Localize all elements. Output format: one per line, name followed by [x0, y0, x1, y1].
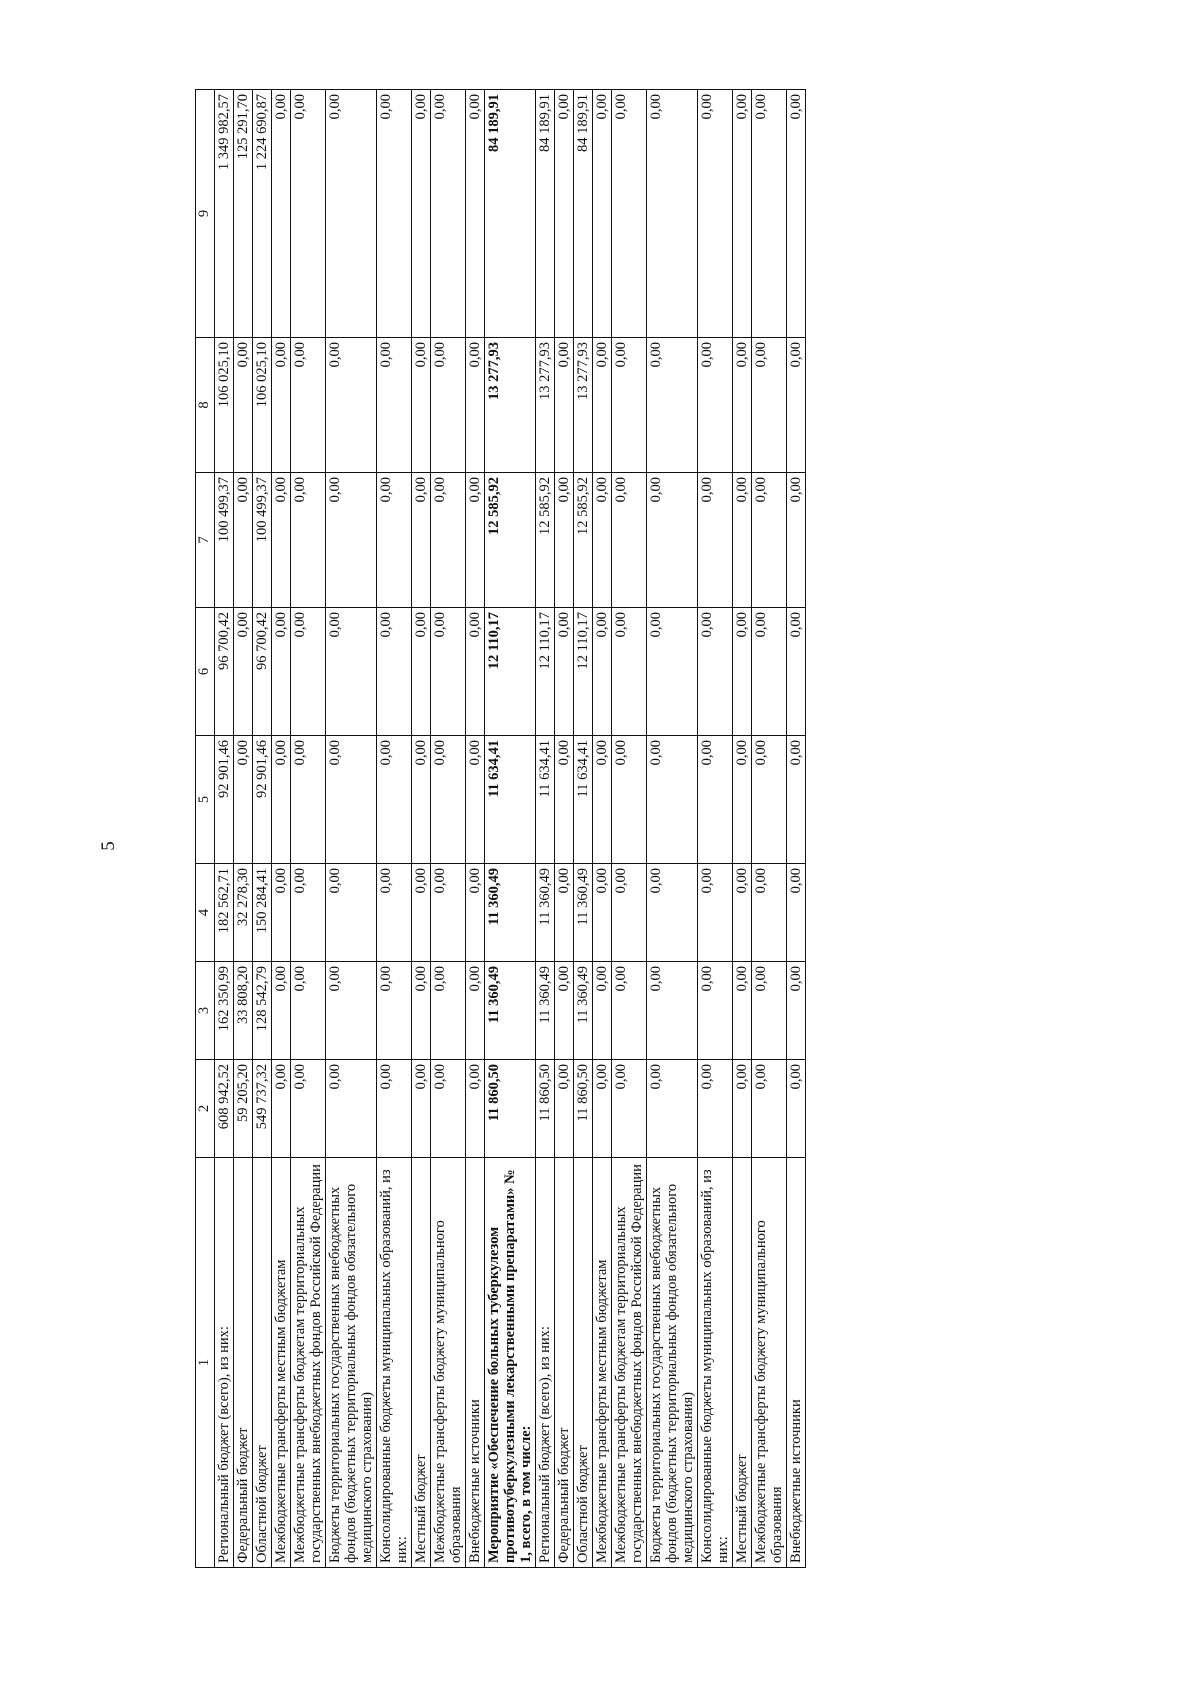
table-row	[234, 90, 253, 1568]
value-cell: 0,00	[326, 90, 377, 338]
value-cell: 0,00	[431, 864, 466, 962]
value-cell: 0,00	[612, 962, 647, 1060]
value-cell: 0,00	[377, 90, 412, 338]
value-cell: 0,00	[593, 473, 612, 608]
table-row	[787, 90, 806, 1568]
value-cell: 0,00	[234, 736, 253, 864]
value-cell: 0,00	[431, 962, 466, 1060]
value-cell: 0,00	[733, 864, 752, 962]
value-cell: 1 349 982,57	[215, 90, 234, 338]
value-cell: 0,00	[698, 1060, 733, 1158]
value-cell: 0,00	[326, 338, 377, 473]
value-cell: 0,00	[555, 736, 574, 864]
value-cell: 12 585,92	[536, 473, 555, 608]
value-cell: 106 025,10	[253, 338, 272, 473]
value-cell: 0,00	[787, 338, 806, 473]
value-cell: 0,00	[377, 608, 412, 736]
table-row	[733, 90, 752, 1568]
value-cell: 0,00	[412, 608, 431, 736]
value-cell: 0,00	[593, 1060, 612, 1158]
value-cell: 0,00	[555, 864, 574, 962]
column-header: 4	[196, 864, 215, 962]
column-header: 3	[196, 962, 215, 1060]
row-name-cell: Консолидированные бюджеты муниципальных образований, из них:	[698, 1158, 733, 1568]
value-cell: 0,00	[466, 473, 485, 608]
row-name-cell: Местный бюджет	[733, 1158, 752, 1568]
value-cell: 0,00	[555, 1060, 574, 1158]
row-name-cell: Межбюджетные трансферты бюджету муниципального образования	[431, 1158, 466, 1568]
column-header: 1	[196, 1158, 215, 1568]
value-cell: 0,00	[272, 90, 291, 338]
value-cell: 0,00	[466, 736, 485, 864]
value-cell: 0,00	[733, 338, 752, 473]
value-cell: 182 562,71	[215, 864, 234, 962]
value-cell: 0,00	[377, 473, 412, 608]
table-row	[574, 90, 593, 1568]
value-cell: 11 634,41	[574, 736, 593, 864]
table-row	[412, 90, 431, 1568]
value-cell: 106 025,10	[215, 338, 234, 473]
value-cell: 0,00	[593, 864, 612, 962]
value-cell: 0,00	[698, 736, 733, 864]
value-cell: 0,00	[555, 962, 574, 1060]
value-cell: 0,00	[787, 736, 806, 864]
value-cell: 84 189,91	[485, 90, 536, 338]
value-cell: 0,00	[326, 608, 377, 736]
value-cell: 13 277,93	[574, 338, 593, 473]
value-cell: 150 284,41	[253, 864, 272, 962]
table-row	[326, 90, 377, 1568]
value-cell: 0,00	[466, 608, 485, 736]
row-name-cell: Региональный бюджет (всего), из них:	[215, 1158, 234, 1568]
row-name-cell: Межбюджетные трансферты местным бюджетам	[272, 1158, 291, 1568]
value-cell: 0,00	[612, 338, 647, 473]
value-cell: 11 360,49	[574, 962, 593, 1060]
value-cell: 0,00	[593, 736, 612, 864]
value-cell: 0,00	[733, 736, 752, 864]
value-cell: 0,00	[291, 338, 326, 473]
value-cell: 0,00	[698, 338, 733, 473]
value-cell: 0,00	[272, 473, 291, 608]
row-name-cell: Областной бюджет	[253, 1158, 272, 1568]
value-cell: 0,00	[431, 736, 466, 864]
value-cell: 125 291,70	[234, 90, 253, 338]
value-cell: 0,00	[555, 90, 574, 338]
row-name-cell: Региональный бюджет (всего), из них:	[536, 1158, 555, 1568]
table-row	[291, 90, 326, 1568]
value-cell: 0,00	[787, 608, 806, 736]
column-header: 9	[196, 90, 215, 338]
value-cell: 128 542,79	[253, 962, 272, 1060]
value-cell: 0,00	[377, 962, 412, 1060]
value-cell: 0,00	[752, 473, 787, 608]
value-cell: 0,00	[698, 864, 733, 962]
value-cell: 11 360,49	[485, 962, 536, 1060]
value-cell: 11 360,49	[485, 864, 536, 962]
row-name-cell: Межбюджетные трансферты местным бюджетам	[593, 1158, 612, 1568]
value-cell: 0,00	[787, 962, 806, 1060]
value-cell: 0,00	[752, 864, 787, 962]
value-cell: 84 189,91	[574, 90, 593, 338]
value-cell: 96 700,42	[215, 608, 234, 736]
value-cell: 0,00	[593, 962, 612, 1060]
value-cell: 0,00	[698, 962, 733, 1060]
value-cell: 11 634,41	[536, 736, 555, 864]
table-row	[698, 90, 733, 1568]
row-name-cell: Областной бюджет	[574, 1158, 593, 1568]
value-cell: 0,00	[412, 864, 431, 962]
value-cell: 0,00	[377, 864, 412, 962]
row-name-cell: Межбюджетные трансферты бюджету муниципального образования	[752, 1158, 787, 1568]
value-cell: 0,00	[787, 473, 806, 608]
value-cell: 0,00	[787, 90, 806, 338]
table-row-event	[485, 90, 536, 1568]
value-cell: 0,00	[234, 338, 253, 473]
value-cell: 0,00	[326, 1060, 377, 1158]
table-row	[431, 90, 466, 1568]
value-cell: 0,00	[291, 962, 326, 1060]
value-cell: 11 860,50	[485, 1060, 536, 1158]
value-cell: 0,00	[593, 90, 612, 338]
table-row	[593, 90, 612, 1568]
value-cell: 0,00	[412, 473, 431, 608]
value-cell: 0,00	[412, 1060, 431, 1158]
value-cell: 0,00	[291, 608, 326, 736]
value-cell: 0,00	[466, 1060, 485, 1158]
value-cell: 11 860,50	[536, 1060, 555, 1158]
row-name-cell: Межбюджетные трансферты бюджетам территориальных государственных внебюджетных фондов Российской Федерации	[612, 1158, 647, 1568]
value-cell: 100 499,37	[253, 473, 272, 608]
value-cell: 0,00	[752, 338, 787, 473]
value-cell: 0,00	[326, 473, 377, 608]
value-cell: 0,00	[291, 1060, 326, 1158]
value-cell: 92 901,46	[215, 736, 234, 864]
value-cell: 0,00	[377, 338, 412, 473]
value-cell: 0,00	[612, 473, 647, 608]
value-cell: 11 860,50	[574, 1060, 593, 1158]
value-cell: 0,00	[647, 90, 698, 338]
value-cell: 0,00	[555, 473, 574, 608]
value-cell: 0,00	[555, 338, 574, 473]
row-name-cell: Федеральный бюджет	[234, 1158, 253, 1568]
row-name-cell: Внебюджетные источники	[787, 1158, 806, 1568]
value-cell: 0,00	[698, 608, 733, 736]
value-cell: 0,00	[647, 962, 698, 1060]
value-cell: 0,00	[787, 864, 806, 962]
value-cell: 0,00	[272, 736, 291, 864]
value-cell: 0,00	[466, 962, 485, 1060]
value-cell: 0,00	[412, 90, 431, 338]
value-cell: 0,00	[647, 608, 698, 736]
value-cell: 0,00	[647, 473, 698, 608]
value-cell: 0,00	[377, 1060, 412, 1158]
row-name-cell: Бюджеты территориальных государственных внебюджетных фондов (бюджетных территориальных фондов обязательного медицинского страхования)	[326, 1158, 377, 1568]
value-cell: 0,00	[272, 962, 291, 1060]
rotated-table-container	[195, 90, 1080, 1568]
value-cell: 608 942,52	[215, 1060, 234, 1158]
value-cell: 0,00	[431, 338, 466, 473]
value-cell: 0,00	[647, 864, 698, 962]
table-row	[536, 90, 555, 1568]
value-cell: 0,00	[733, 608, 752, 736]
value-cell: 0,00	[412, 962, 431, 1060]
value-cell: 0,00	[593, 338, 612, 473]
value-cell: 0,00	[412, 736, 431, 864]
column-header: 7	[196, 473, 215, 608]
value-cell: 0,00	[752, 608, 787, 736]
value-cell: 0,00	[291, 473, 326, 608]
value-cell: 92 901,46	[253, 736, 272, 864]
value-cell: 0,00	[377, 736, 412, 864]
value-cell: 0,00	[787, 1060, 806, 1158]
row-name-cell: Межбюджетные трансферты бюджетам территориальных государственных внебюджетных фондов Российской Федерации	[291, 1158, 326, 1568]
value-cell: 0,00	[733, 473, 752, 608]
page-number: 5	[98, 841, 119, 851]
value-cell: 0,00	[234, 608, 253, 736]
value-cell: 0,00	[612, 736, 647, 864]
value-cell: 11 360,49	[574, 864, 593, 962]
value-cell: 0,00	[291, 864, 326, 962]
value-cell: 1 224 690,87	[253, 90, 272, 338]
value-cell: 11 360,49	[536, 962, 555, 1060]
header-row	[196, 90, 215, 1568]
value-cell: 0,00	[272, 1060, 291, 1158]
value-cell: 0,00	[272, 608, 291, 736]
value-cell: 100 499,37	[215, 473, 234, 608]
column-header: 2	[196, 1060, 215, 1158]
value-cell: 33 808,20	[234, 962, 253, 1060]
value-cell: 162 350,99	[215, 962, 234, 1060]
value-cell: 84 189,91	[536, 90, 555, 338]
value-cell: 0,00	[234, 473, 253, 608]
table-row	[215, 90, 234, 1568]
value-cell: 0,00	[466, 90, 485, 338]
column-header: 6	[196, 608, 215, 736]
value-cell: 0,00	[733, 90, 752, 338]
row-name-cell: Федеральный бюджет	[555, 1158, 574, 1568]
value-cell: 0,00	[647, 338, 698, 473]
value-cell: 0,00	[612, 864, 647, 962]
value-cell: 0,00	[466, 864, 485, 962]
table-row	[647, 90, 698, 1568]
value-cell: 11 360,49	[536, 864, 555, 962]
column-header: 5	[196, 736, 215, 864]
value-cell: 96 700,42	[253, 608, 272, 736]
value-cell: 0,00	[326, 962, 377, 1060]
value-cell: 12 110,17	[574, 608, 593, 736]
row-name-cell: Местный бюджет	[412, 1158, 431, 1568]
column-header: 8	[196, 338, 215, 473]
table-row	[253, 90, 272, 1568]
value-cell: 0,00	[466, 338, 485, 473]
table-row	[272, 90, 291, 1568]
value-cell: 0,00	[412, 338, 431, 473]
row-name-cell: Мероприятие «Обеспечение больных туберкулезом противотуберкулезными лекарственными препаратами» № 1, всего, в том числе:	[485, 1158, 536, 1568]
value-cell: 0,00	[752, 1060, 787, 1158]
value-cell: 0,00	[752, 90, 787, 338]
table-row	[612, 90, 647, 1568]
value-cell: 12 110,17	[536, 608, 555, 736]
table-row	[555, 90, 574, 1568]
value-cell: 0,00	[431, 90, 466, 338]
value-cell: 0,00	[291, 90, 326, 338]
row-name-cell: Внебюджетные источники	[466, 1158, 485, 1568]
value-cell: 0,00	[647, 736, 698, 864]
value-cell: 0,00	[431, 608, 466, 736]
value-cell: 0,00	[326, 736, 377, 864]
value-cell: 0,00	[431, 1060, 466, 1158]
table-row	[377, 90, 412, 1568]
table-row	[752, 90, 787, 1568]
value-cell: 0,00	[272, 864, 291, 962]
value-cell: 13 277,93	[485, 338, 536, 473]
value-cell: 0,00	[612, 608, 647, 736]
value-cell: 549 737,32	[253, 1060, 272, 1158]
value-cell: 0,00	[647, 1060, 698, 1158]
table-body	[215, 90, 806, 1568]
value-cell: 0,00	[326, 864, 377, 962]
value-cell: 0,00	[555, 608, 574, 736]
value-cell: 0,00	[698, 90, 733, 338]
value-cell: 0,00	[272, 338, 291, 473]
value-cell: 12 585,92	[485, 473, 536, 608]
value-cell: 0,00	[612, 90, 647, 338]
value-cell: 0,00	[752, 962, 787, 1060]
value-cell: 0,00	[698, 473, 733, 608]
value-cell: 32 278,30	[234, 864, 253, 962]
value-cell: 0,00	[291, 736, 326, 864]
value-cell: 12 585,92	[574, 473, 593, 608]
row-name-cell: Бюджеты территориальных государственных внебюджетных фондов (бюджетных территориальных фондов обязательного медицинского страхования)	[647, 1158, 698, 1568]
value-cell: 0,00	[593, 608, 612, 736]
value-cell: 0,00	[612, 1060, 647, 1158]
value-cell: 11 634,41	[485, 736, 536, 864]
value-cell: 0,00	[733, 962, 752, 1060]
value-cell: 0,00	[431, 473, 466, 608]
value-cell: 12 110,17	[485, 608, 536, 736]
value-cell: 13 277,93	[536, 338, 555, 473]
budget-table	[195, 89, 806, 1568]
table-row	[466, 90, 485, 1568]
value-cell: 59 205,20	[234, 1060, 253, 1158]
row-name-cell: Консолидированные бюджеты муниципальных образований, из них:	[377, 1158, 412, 1568]
value-cell: 0,00	[733, 1060, 752, 1158]
value-cell: 0,00	[752, 736, 787, 864]
